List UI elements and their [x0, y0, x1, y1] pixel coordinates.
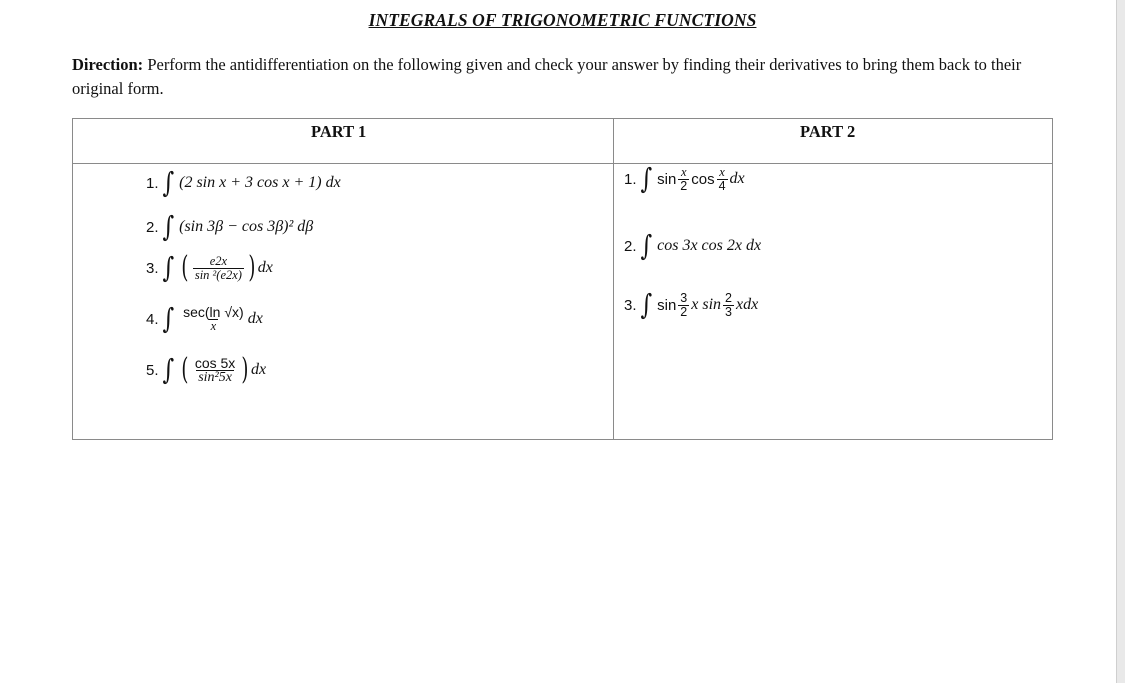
middle-term: x sin [691, 296, 722, 313]
numerator: e2x [209, 253, 228, 268]
function-name: sin [657, 170, 677, 188]
numerator: 2 [725, 290, 732, 305]
left-paren: ( [181, 352, 189, 387]
numerator: sec(ln √x) [183, 303, 244, 320]
direction-text: Perform the antidifferentiation on the following given and check your answer by finding their derivatives to bring them back to their original form. [72, 55, 1022, 98]
part2-header: PART 2 [800, 122, 856, 141]
part1-item-5 [146, 352, 267, 387]
denominator: x [210, 318, 217, 333]
worksheet-title: INTEGRALS OF TRIGONOMETRIC FUNCTIONS [368, 10, 757, 30]
function-name: cos [691, 170, 715, 188]
differential: xdx [735, 296, 759, 313]
table-header-row [73, 119, 1052, 164]
part2-item-3 [624, 288, 759, 321]
item-number: 1. [146, 174, 159, 192]
part2-item-1 [624, 162, 745, 195]
differential: dx [257, 259, 273, 276]
direction-label: Direction: [72, 55, 144, 74]
part2-item-2 [624, 229, 762, 262]
integrand: (sin 3β − cos 3β)² dβ [179, 218, 314, 235]
integrand: cos 3x cos 2x dx [657, 237, 762, 254]
function-name: sin [657, 296, 677, 314]
denominator: sin ²(e2x) [194, 267, 242, 282]
differential: dx [729, 170, 745, 187]
fraction [678, 166, 689, 193]
item-number: 2. [146, 218, 159, 236]
item-number: 2. [624, 237, 637, 255]
part1-item-1 [146, 166, 341, 199]
right-paren: ) [248, 250, 256, 285]
fraction [193, 354, 237, 385]
numerator: cos 5x [194, 354, 236, 371]
denominator: 2 [680, 304, 688, 319]
page-edge [1116, 0, 1125, 683]
problems-table [72, 118, 1053, 440]
right-paren: ) [241, 352, 249, 387]
integral-sign-icon: ∫ [639, 162, 652, 195]
item-number: 5. [146, 361, 159, 379]
integrand: (2 sin x + 3 cos x + 1) dx [179, 174, 341, 191]
item-number: 4. [146, 310, 159, 328]
denominator: 4 [718, 178, 726, 193]
integral-sign-icon: ∫ [161, 302, 174, 335]
column-divider [613, 119, 614, 439]
numerator: x [719, 164, 725, 179]
numerator: 3 [680, 290, 688, 305]
integral-sign-icon: ∫ [161, 166, 174, 199]
fraction [678, 292, 689, 319]
denominator: 3 [725, 304, 732, 319]
fraction [723, 292, 734, 319]
part1-item-3 [146, 250, 273, 285]
denominator: sin²5x [198, 369, 232, 385]
integral-sign-icon: ∫ [639, 288, 652, 321]
integral-sign-icon: ∫ [161, 353, 174, 386]
part1-header: PART 1 [311, 122, 367, 141]
denominator: 2 [680, 178, 688, 193]
integral-sign-icon: ∫ [639, 229, 652, 262]
part1-item-4 [146, 302, 263, 335]
item-number: 3. [146, 259, 159, 277]
integral-sign-icon: ∫ [161, 210, 174, 243]
fraction [717, 166, 728, 193]
numerator: x [680, 164, 687, 179]
fraction [181, 303, 246, 333]
item-number: 1. [624, 170, 637, 188]
item-number: 3. [624, 296, 637, 314]
part1-item-2 [146, 210, 314, 243]
fraction [193, 255, 244, 282]
direction-paragraph [72, 53, 1057, 101]
left-paren: ( [181, 250, 189, 285]
differential: dx [251, 361, 267, 378]
integral-sign-icon: ∫ [161, 251, 174, 284]
differential: dx [247, 310, 263, 327]
